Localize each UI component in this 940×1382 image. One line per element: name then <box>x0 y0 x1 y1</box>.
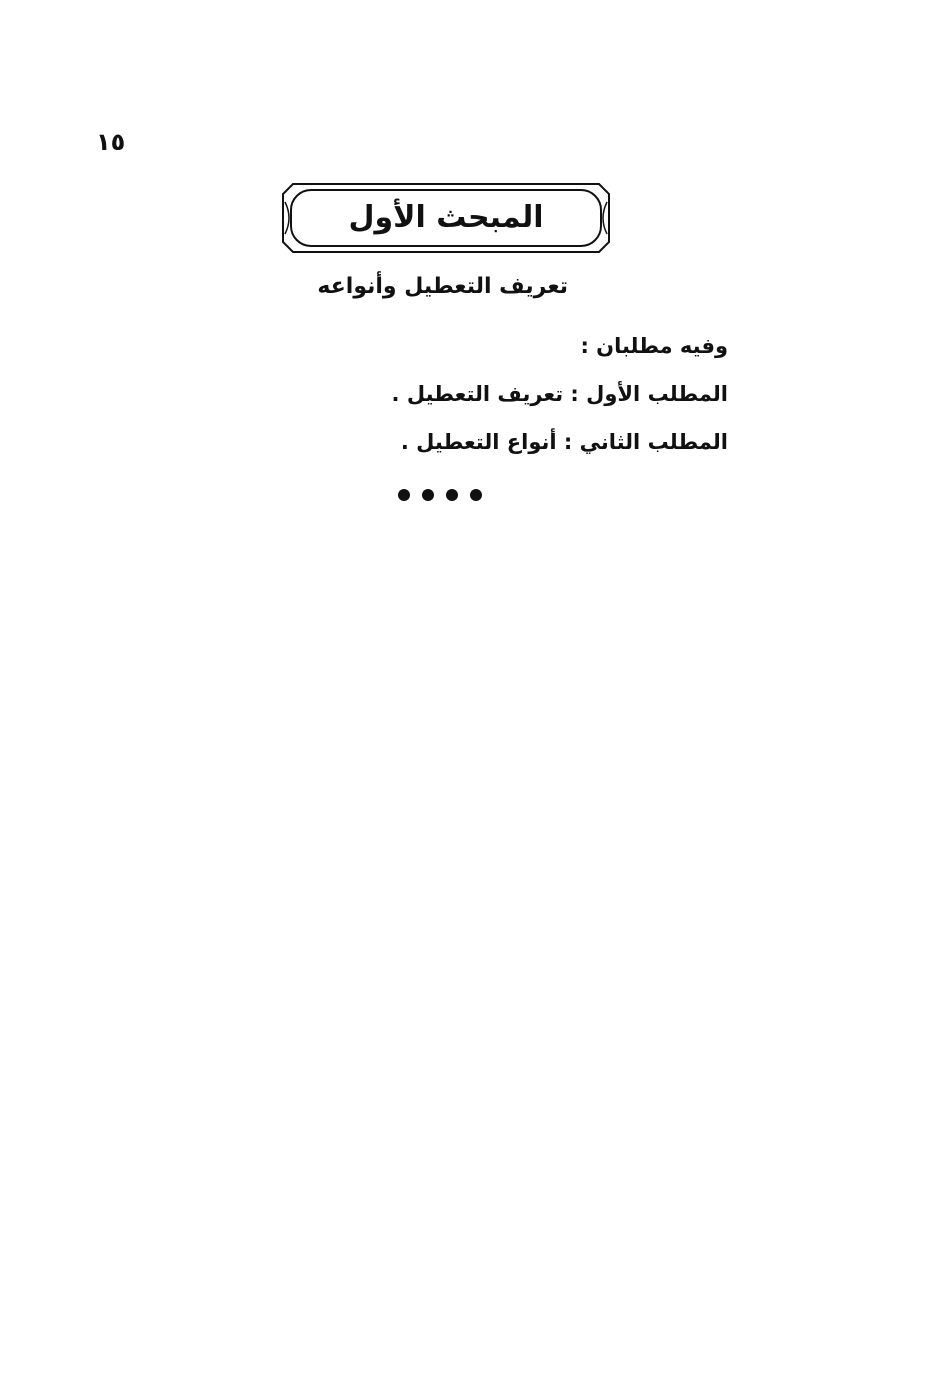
dot-icon <box>446 489 458 501</box>
section-subtitle: تعريف التعطيل وأنواعه <box>317 274 568 299</box>
intro-line: وفيه مطلبان : <box>580 334 728 358</box>
dot-icon <box>422 489 434 501</box>
list-item: المطلب الثاني : أنواع التعطيل . <box>400 430 728 454</box>
dot-icon <box>398 489 410 501</box>
list-item: المطلب الأول : تعريف التعطيل . <box>391 382 728 406</box>
section-title: المبحث الأول <box>348 200 544 235</box>
dots-separator <box>398 489 482 501</box>
page-number: ١٥ <box>96 128 126 156</box>
section-title-frame <box>281 182 611 254</box>
dot-icon <box>470 489 482 501</box>
